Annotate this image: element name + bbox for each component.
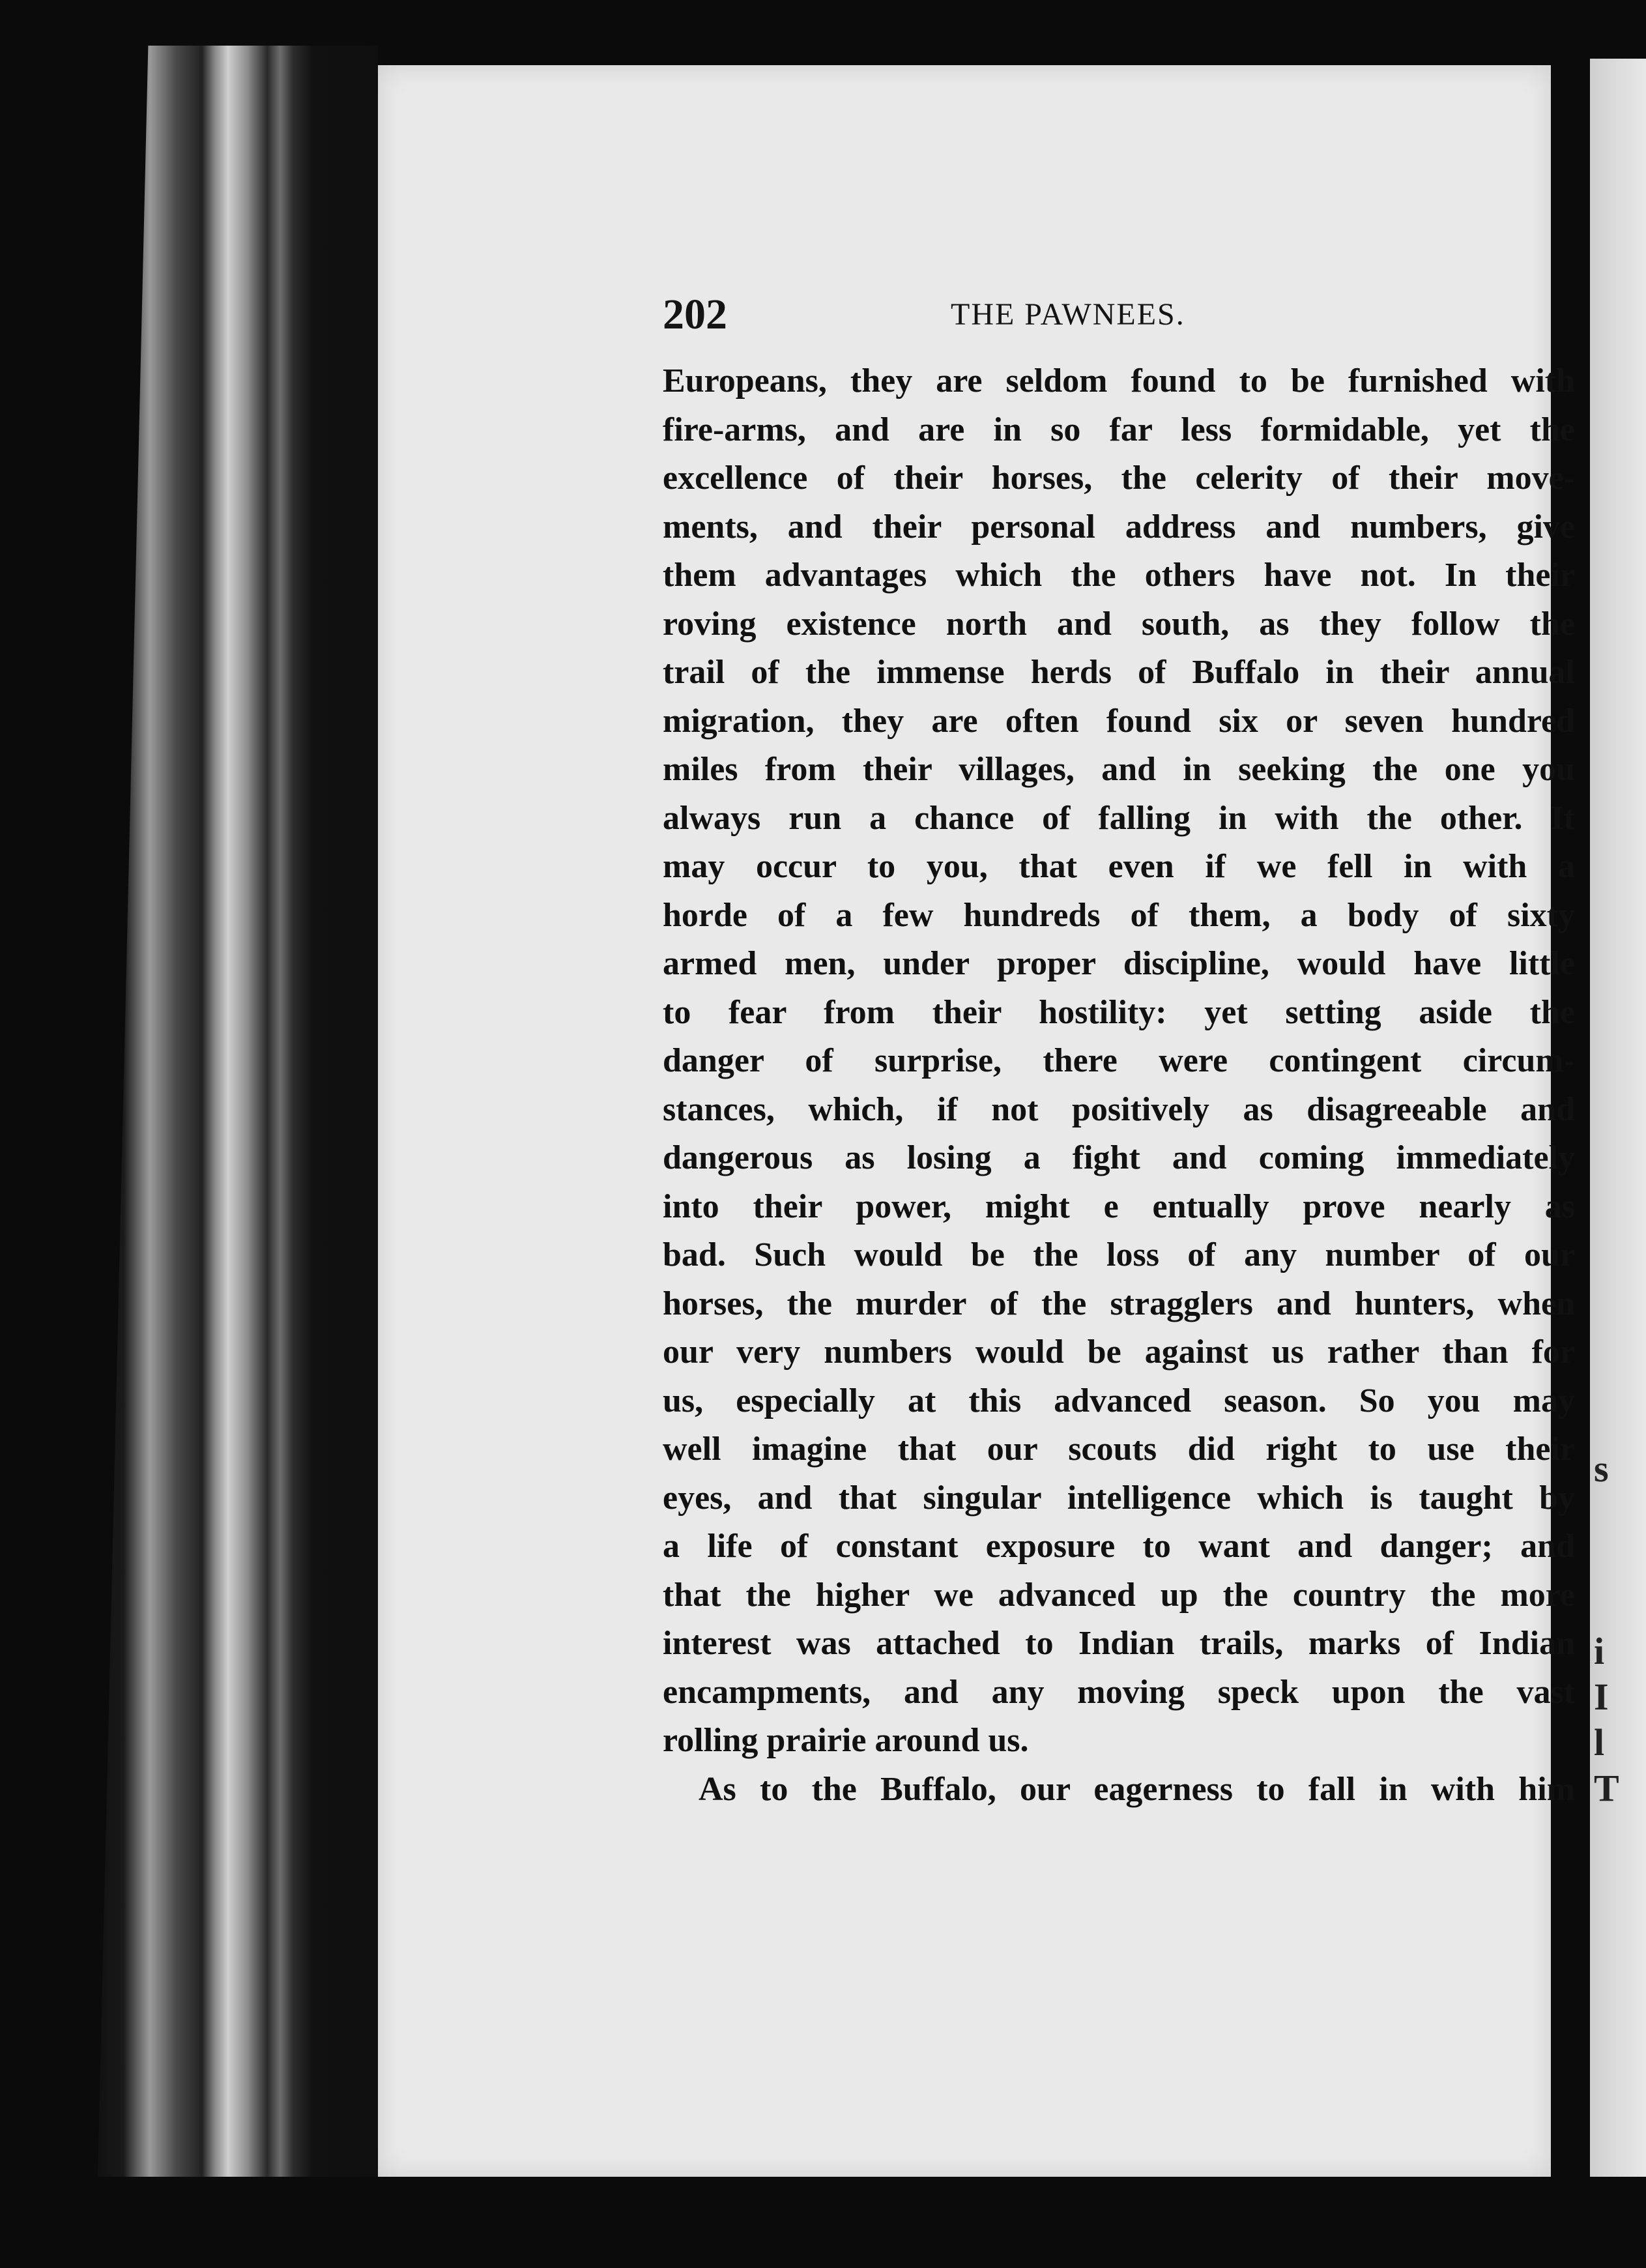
- text-line: miles from their villages, and in seeking the one you: [663, 751, 1575, 788]
- book-page: [378, 65, 1575, 2177]
- text-line: them advantages which the others have not. In their: [663, 557, 1575, 594]
- text-line: horde of a few hundreds of them, a body of sixty: [663, 896, 1575, 934]
- text-line: armed men, under proper discipline, would have little: [663, 945, 1575, 982]
- running-head: [663, 290, 1575, 349]
- text-line: Europeans, they are seldom found to be furnished with: [663, 362, 1575, 400]
- text-line: interest was attached to Indian trails, marks of Indian: [663, 1625, 1575, 1662]
- text-line: ments, and their personal address and numbers, give: [663, 508, 1575, 545]
- adjacent-page-letter: T: [1594, 1767, 1619, 1809]
- body-text: [663, 357, 1575, 1814]
- text-line: danger of surprise, there were contingent circum-: [663, 1042, 1575, 1079]
- text-line: our very numbers would be against us rather than for: [663, 1333, 1575, 1371]
- text-line: dangerous as losing a fight and coming immediately: [663, 1139, 1575, 1176]
- text-line: excellence of their horses, the celerity of their move-: [663, 459, 1575, 497]
- text-line: horses, the murder of the stragglers and hunters, when: [663, 1285, 1575, 1322]
- page-number: 202: [663, 291, 727, 338]
- text-line: stances, which, if not positively as disagreeable and: [663, 1090, 1575, 1128]
- text-line: may occur to you, that even if we fell in with a: [663, 848, 1575, 885]
- running-title: THE PAWNEES.: [951, 297, 1185, 332]
- adjacent-page-letter: s: [1594, 1447, 1609, 1490]
- text-line: well imagine that our scouts did right to use their: [663, 1431, 1575, 1468]
- adjacent-page-letter: I: [1594, 1676, 1609, 1718]
- paragraph-first-line: As to the Buffalo, our eagerness to fall in with him: [699, 1770, 1575, 1808]
- text-line: encampments, and any moving speck upon the vast: [663, 1673, 1575, 1711]
- text-line: a life of constant exposure to want and danger; and: [663, 1528, 1575, 1565]
- text-line: into their power, might e entually prove nearly as: [663, 1187, 1575, 1225]
- text-line: migration, they are often found six or seven hundred: [663, 702, 1575, 740]
- text-line: roving existence north and south, as they follow the: [663, 605, 1575, 643]
- adjacent-page-letter: i: [1594, 1630, 1605, 1672]
- text-line: eyes, and that singular intelligence which is taught by: [663, 1479, 1575, 1517]
- text-line: bad. Such would be the loss of any number of our: [663, 1236, 1575, 1273]
- book-page-edges: [98, 46, 378, 2177]
- adjacent-page-edge: [1590, 59, 1646, 2177]
- text-line: that the higher we advanced up the country the more: [663, 1576, 1575, 1614]
- adjacent-page-letter: l: [1594, 1721, 1605, 1764]
- text-line: us, especially at this advanced season. So you may: [663, 1382, 1575, 1419]
- text-line: trail of the immense herds of Buffalo in their annual: [663, 654, 1575, 691]
- text-line: to fear from their hostility: yet setting aside the: [663, 993, 1575, 1031]
- text-line: always run a chance of falling in with the other. It: [663, 799, 1575, 837]
- text-line: fire-arms, and are in so far less formidable, yet the: [663, 411, 1575, 448]
- text-line: rolling prairie around us.: [663, 1722, 1029, 1759]
